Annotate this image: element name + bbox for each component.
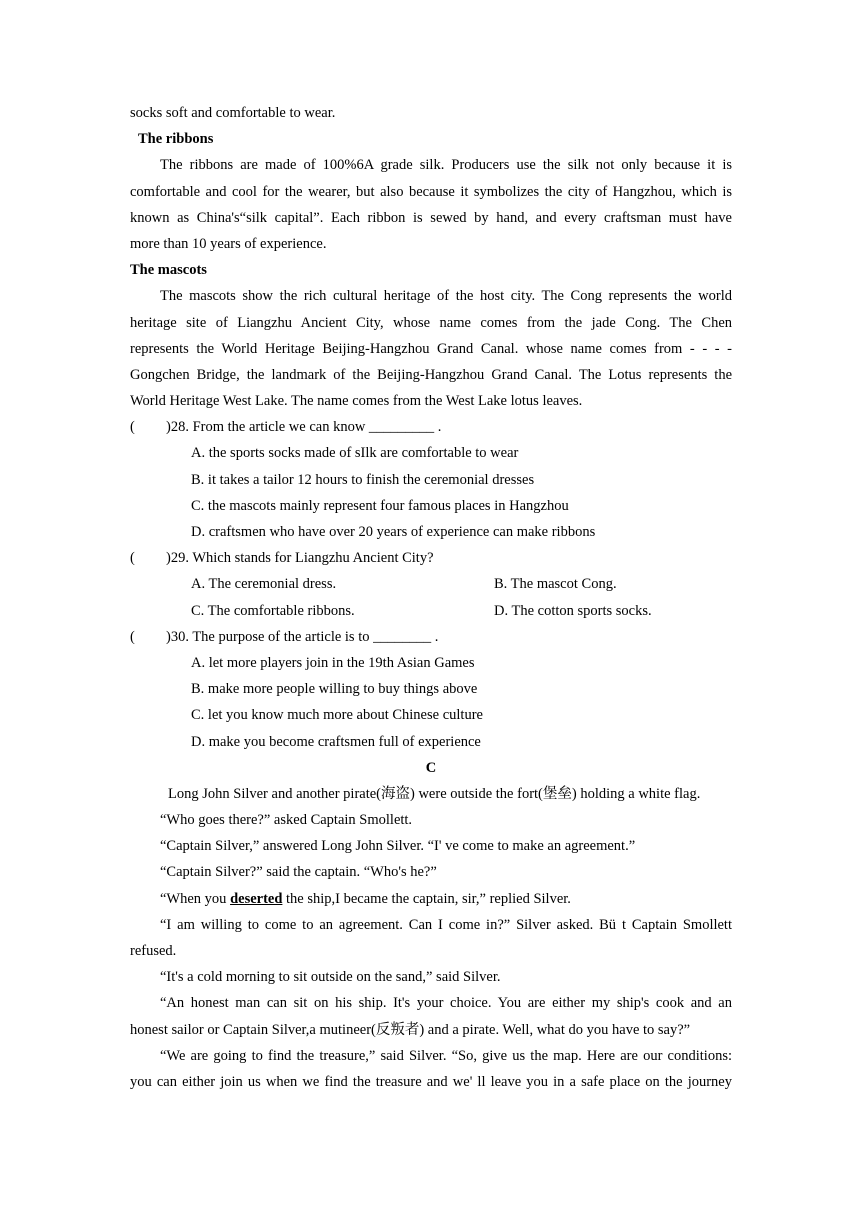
question-28	[130, 417, 732, 443]
option-c: C. let you know much more about Chinese culture	[191, 707, 483, 724]
ribbons-text-line: comfortable and cool for the wearer, but also because it symbolizes the city of Hangzhou, which is	[130, 183, 732, 200]
story-paragraph	[130, 889, 732, 915]
question-text: )30. The purpose of the article is to ________ .	[166, 628, 439, 645]
ribbons-heading: The ribbons	[138, 131, 214, 148]
answer-blank-paren[interactable]: (	[130, 628, 135, 645]
option-b: B. it takes a tailor 12 hours to finish the ceremonial dresses	[191, 471, 535, 488]
option-row	[130, 574, 732, 600]
story-text: the ship,I became the captain, sir,” replied Silver.	[282, 890, 571, 907]
story-text: “When you	[160, 890, 231, 907]
option-d: D. craftsmen who have over 20 years of experience can make ribbons	[191, 524, 596, 540]
story-paragraph: “We are going to find the treasure,” said Silver. “So, give us the map. Here are our conditions:	[160, 1047, 732, 1064]
question-text: )29. Which stands for Liangzhu Ancient City?	[166, 550, 434, 567]
option-a: A. The ceremonial dress.	[191, 576, 337, 593]
story-paragraph: “An honest man can sit on his ship. It's your choice. You are either my ship's cook and an	[160, 995, 732, 1012]
story-paragraph: “It's a cold morning to sit outside on the sand,” said Silver.	[160, 969, 501, 986]
socks-paragraph-end: socks soft and comfortable to wear.	[130, 105, 336, 121]
option-c: C. the mascots mainly represent four famous places in Hangzhou	[191, 497, 569, 514]
mascots-text-line: The mascots show the rich cultural heritage of the host city. The Cong represents the world	[160, 288, 732, 305]
answer-blank-paren[interactable]: (	[130, 419, 135, 436]
option-a: A. let more players join in the 19th Asian Games	[191, 654, 475, 671]
mascots-heading: The mascots	[130, 262, 207, 279]
underlined-word: deserted	[230, 890, 283, 907]
option-row	[130, 601, 732, 627]
question-text: )28. From the article we can know _________ .	[166, 419, 442, 436]
mascots-text-line: represents the World Heritage Beijing-Hangzhou Grand Canal. whose name comes from - - - -	[130, 340, 732, 357]
story-paragraph: “I am willing to come to an agreement. Can I come in?” Silver asked. Bü t Captain Smollett	[160, 916, 732, 933]
option-b: B. make more people willing to buy things above	[191, 681, 478, 698]
story-paragraph: “Who goes there?” asked Captain Smollett.	[160, 812, 413, 829]
story-paragraph: “Captain Silver?” said the captain. “Who's he?”	[160, 864, 437, 881]
ribbons-text-line: The ribbons are made of 100%6A grade silk. Producers use the silk not only because it is	[160, 157, 732, 174]
mascots-text-line: heritage site of Liangzhu Ancient City, whose name comes from the jade Cong. The Chen	[130, 314, 732, 331]
section-c-label: C	[425, 759, 437, 776]
ribbons-text-line: more than 10 years of experience.	[130, 235, 327, 252]
option-c: C. The comfortable ribbons.	[191, 602, 355, 619]
document-page	[130, 103, 732, 1098]
ribbons-text-line: known as China's“silk capital”. Each ribbon is sewed by hand, and every craftsman must have	[130, 209, 732, 226]
story-paragraph: Long John Silver and another pirate(海盗) were outside the fort(堡垒) holding a white flag.	[168, 785, 701, 802]
option-d: D. make you become craftsmen full of experience	[191, 733, 481, 750]
mascots-text-line: World Heritage West Lake. The name comes from the West Lake lotus leaves.	[130, 393, 583, 410]
story-paragraph-continued: you can either join us when we find the treasure and we' ll leave you in a safe place on the journey	[130, 1073, 732, 1090]
answer-blank-paren[interactable]: (	[130, 550, 135, 567]
question-30	[130, 627, 732, 653]
story-paragraph: “Captain Silver,” answered Long John Silver. “I' ve come to make an agreement.”	[160, 838, 636, 855]
story-paragraph-continued: refused.	[130, 943, 177, 959]
option-a: A. the sports socks made of sIlk are comfortable to wear	[191, 445, 519, 462]
story-paragraph-continued: honest sailor or Captain Silver,a mutineer(反叛者) and a pirate. Well, what do you have to say?”	[130, 1021, 691, 1038]
option-d: D. The cotton sports socks.	[494, 602, 652, 619]
option-b: B. The mascot Cong.	[494, 576, 617, 593]
question-29	[130, 548, 732, 574]
mascots-text-line: Gongchen Bridge, the landmark of the Beijing-Hangzhou Grand Canal. The Lotus represents the	[130, 366, 732, 383]
